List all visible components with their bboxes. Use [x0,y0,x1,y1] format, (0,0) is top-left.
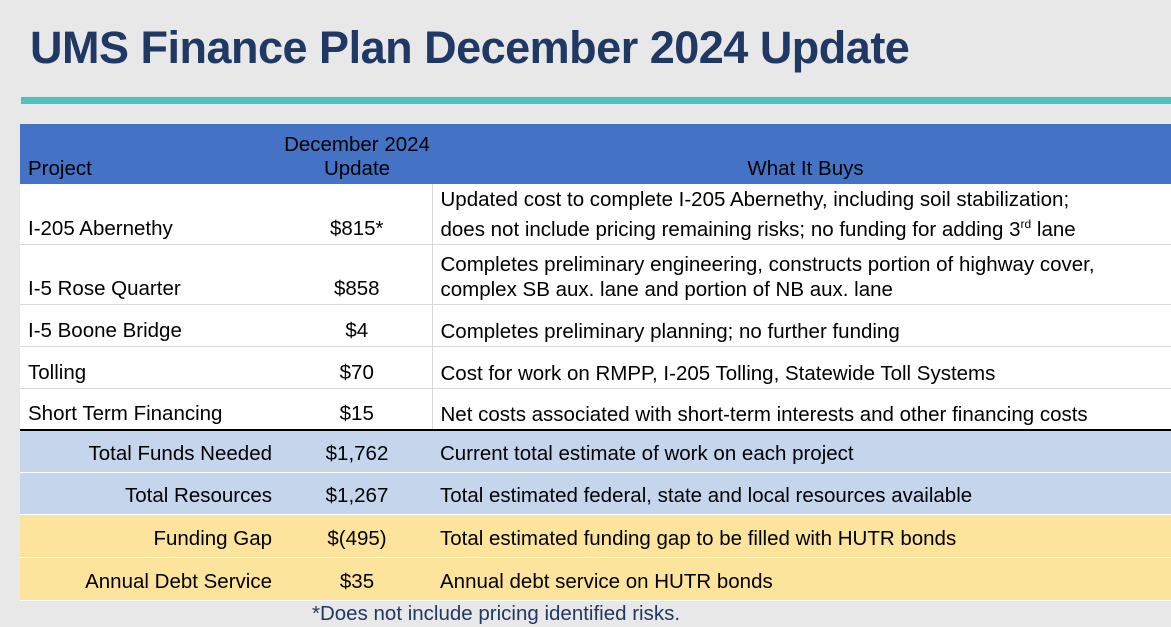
summary-label: Total Resources [20,472,282,514]
description-line1: Completes preliminary engineering, constructs portion of highway cover, [440,252,1095,276]
summary-description: Current total estimate of work on each project [432,430,1171,472]
summary-row-total-resources [20,472,1171,514]
project-value: $4 [282,304,432,346]
summary-row-funding-gap [20,514,1171,557]
ordinal-suffix: rd [1020,216,1032,231]
header-update-line1: December 2024 [284,133,430,156]
table-row [20,304,1171,346]
project-value: $858 [282,244,432,304]
header-update-line2: Update [323,157,391,180]
summary-value: $35 [282,557,432,600]
table-row [20,388,1171,430]
description-line2 [441,212,1171,242]
summary-value: $(495) [282,514,432,557]
project-name: Tolling [20,346,282,388]
table-row [20,346,1171,388]
header-what-it-buys: What It Buys [747,157,864,180]
summary-description: Total estimated funding gap to be filled with HUTR bonds [432,514,1171,557]
description-line2-tail: lane [1031,217,1076,241]
project-name: I-205 Abernethy [20,184,282,244]
project-name: I-5 Boone Bridge [20,304,282,346]
summary-row-total-funds [20,430,1171,472]
summary-label: Annual Debt Service [20,557,282,600]
summary-label: Total Funds Needed [20,430,282,472]
project-description [432,244,1171,304]
description-line2: complex SB aux. lane and portion of NB aux. lane [440,277,893,301]
project-description: Completes preliminary planning; no further funding [432,304,1171,346]
project-name: Short Term Financing [20,388,282,430]
project-name: I-5 Rose Quarter [20,244,282,304]
project-description: Cost for work on RMPP, I-205 Tolling, Statewide Toll Systems [432,346,1171,388]
summary-value: $1,267 [282,472,432,514]
project-description: Net costs associated with short-term interests and other financing costs [432,388,1171,430]
page-title: UMS Finance Plan December 2024 Update [30,22,910,73]
summary-row-annual-debt-service [20,557,1171,600]
project-value: $15 [282,388,432,430]
table-header-row [20,124,1171,184]
summary-description: Total estimated federal, state and local resources available [432,472,1171,514]
project-value: $70 [282,346,432,388]
summary-description: Annual debt service on HUTR bonds [432,557,1171,600]
accent-divider [21,97,1171,104]
description-line1: Updated cost to complete I-205 Abernethy, including soil stabilization; [440,187,1070,211]
summary-value: $1,762 [282,430,432,472]
project-value: $815* [282,184,432,244]
project-description [432,184,1171,244]
footnote: *Does not include pricing identified risks. [312,602,681,625]
header-project: Project [28,157,92,180]
description-line2-text: does not include pricing remaining risks; no funding for adding 3 [440,217,1021,241]
header-update [282,124,432,184]
finance-plan-table [20,124,1171,601]
summary-label: Funding Gap [20,514,282,557]
table-row [20,184,1171,244]
table-row [20,244,1171,304]
